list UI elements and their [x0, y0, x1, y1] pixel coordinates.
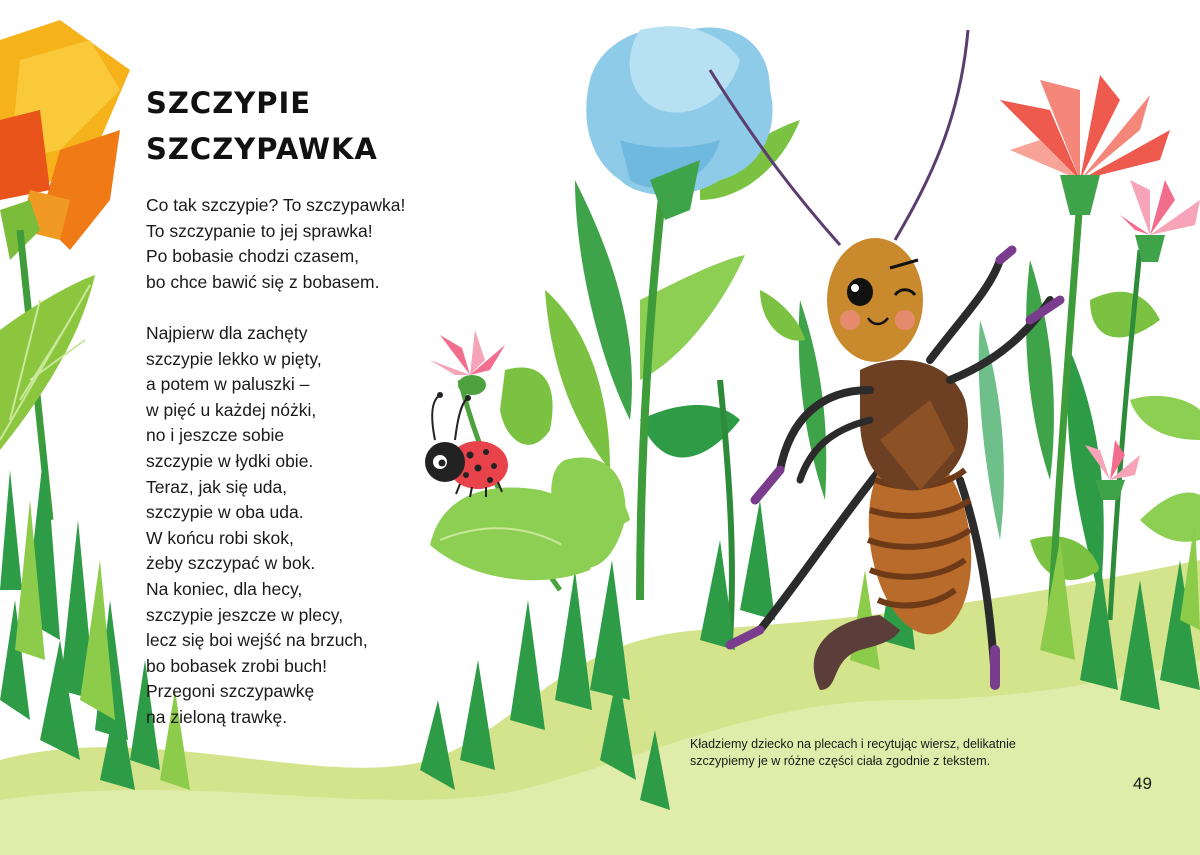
poem-line: szczypie w oba uda. — [146, 502, 304, 523]
poem-line: szczypie w łydki obie. — [146, 450, 314, 471]
leaf-right-of-ladybug — [500, 368, 553, 445]
poem-line: a potem w paluszki – — [146, 374, 310, 395]
orange-flower-left — [0, 20, 130, 260]
poem-line: w pięć u każdej nóżki, — [146, 399, 317, 420]
title-line-2: SZCZYPAWKA — [146, 132, 378, 166]
poem-line: Najpierw dla zachęty — [146, 322, 308, 343]
poem-line: W końcu robi skok, — [146, 527, 294, 548]
note-line-2: szczypiemy je w różne części ciała zgodnie z tekstem. — [690, 754, 991, 768]
poem-line: Teraz, jak się uda, — [146, 476, 288, 497]
page-number: 49 — [1133, 774, 1152, 793]
poem-line: Po bobasie chodzi czasem, — [146, 246, 360, 267]
poem-line: Na koniec, dla hecy, — [146, 578, 303, 599]
middle-stem — [640, 170, 665, 600]
poem-line: no i jeszcze sobie — [146, 425, 285, 446]
poem-line: Przegoni szczypawkę — [146, 681, 315, 702]
poem-line: szczypie jeszcze w plecy, — [146, 604, 344, 625]
poem-line: bo chce bawić się z bobasem. — [146, 271, 380, 292]
poem-line: żeby szczypać w bok. — [146, 553, 316, 574]
instruction-note — [690, 736, 1016, 770]
poem-line: Co tak szczypie? To szczypawka! — [146, 195, 406, 215]
page-title — [146, 80, 378, 172]
poem-line: szczypie lekko w pięty, — [146, 348, 322, 369]
note-line-1: Kładziemy dziecko na plecach i recytując wiersz, delikatnie — [690, 737, 1016, 751]
title-line-1: SZCZYPIE — [146, 86, 312, 120]
pink-flower-right — [1120, 180, 1200, 262]
poem-line: na zieloną trawkę. — [146, 706, 288, 727]
poem-stanza-2 — [146, 321, 405, 731]
poem-line: To szczypanie to jej sprawka! — [146, 220, 373, 241]
poem — [146, 193, 405, 730]
poem-stanza-1 — [146, 193, 405, 295]
poem-line: bo bobasek zrobi buch! — [146, 655, 327, 676]
poem-line: lecz się boi wejść na brzuch, — [146, 630, 368, 651]
